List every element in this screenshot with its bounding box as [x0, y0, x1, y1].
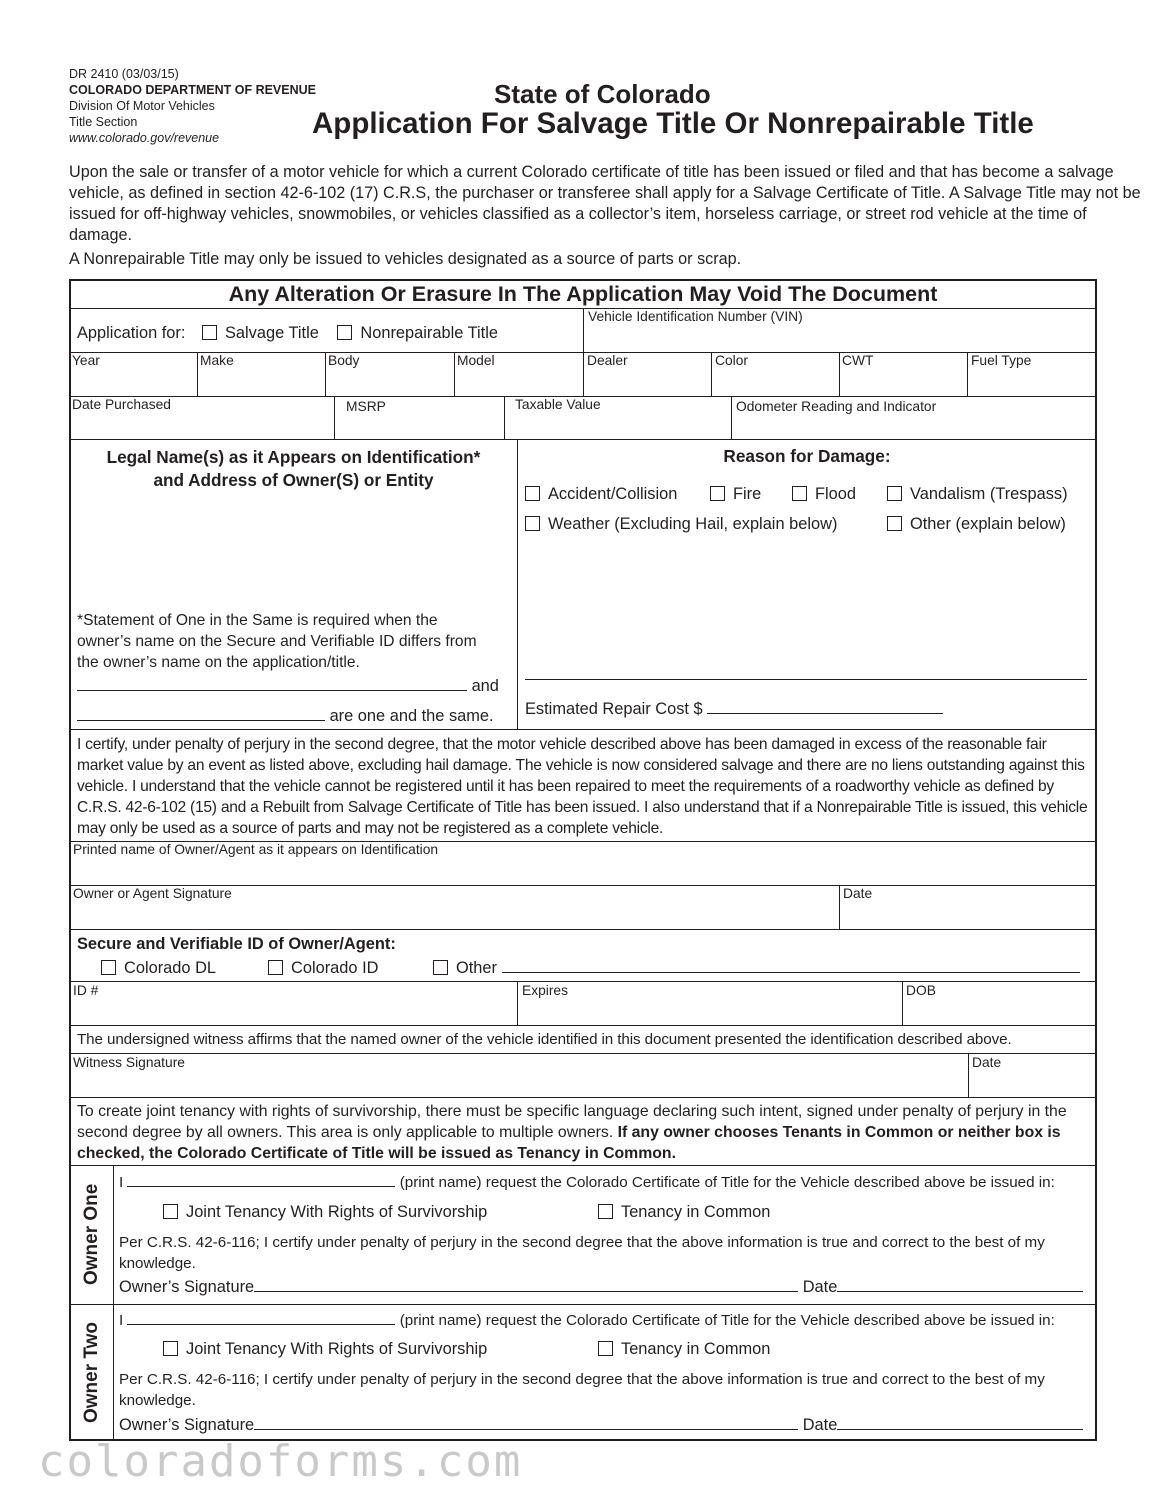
- secure-id-heading: Secure and Verifiable ID of Owner/Agent:: [77, 935, 396, 953]
- dob-field[interactable]: DOB: [906, 983, 936, 998]
- legal-name-heading: Legal Name(s) as it Appears on Identification* and Address of Owner(S) or Entity: [106, 447, 481, 490]
- nonrepairable-title-option[interactable]: Nonrepairable Title: [337, 324, 498, 342]
- cwt-field[interactable]: CWT: [842, 353, 874, 368]
- dealer-field[interactable]: Dealer: [587, 353, 628, 368]
- id-other[interactable]: Other: [433, 959, 1080, 978]
- owner-two-joint-tenancy[interactable]: Joint Tenancy With Rights of Survivorship: [163, 1340, 487, 1359]
- certification-text: I certify, under penalty of perjury in the second degree, that the motor vehicle described above has been damaged in excess of the reasonable fair market value by an event as listed above, excluding hail damage. The vehicle is now considered salvage and there are no liens outstanding against this vehicle. I understand that the vehicle cannot be registered until it has been repaired to meet the requirements of a roadworthy vehicle as defined by C.R.S. 42-6-102 (15) and a Rebuilt from Salvage Certificate of Title has been issued. I also understand that if a Nonrepairable Title is issued, this vehicle may only be used as a source of parts and may not be registered as a complete vehicle.: [77, 736, 1088, 837]
- owner-two-certification: Per C.R.S. 42-6-116; I certify under penalty of perjury in the second degree that the above information is true and correct to the best of my knowledge.: [119, 1371, 1045, 1409]
- state-title: State of Colorado: [494, 79, 711, 109]
- fire-checkbox[interactable]: [710, 486, 725, 501]
- owner-one-signature[interactable]: Owner’s Signature Date: [119, 1278, 1083, 1297]
- id-expires-field[interactable]: Expires: [522, 983, 569, 998]
- intro-paragraph-1: Upon the sale or transfer of a motor vehicle for which a current Colorado certificate of title has been issued or filed and that has become a salvage vehicle, as defined in section 42-6-102 (17) C.R.S, the purchaser or transferee shall apply for a Salvage Certificate of Title. A Salvage Title may not be issued for off-highway vehicles, snowmobiles, or vehicles classified as a collector’s item, horseless carriage, or street rod vehicle at the time of damage.: [69, 163, 1141, 244]
- estimated-repair-cost-field[interactable]: Estimated Repair Cost $: [525, 700, 943, 719]
- nonrepairable-title-checkbox[interactable]: [337, 325, 352, 340]
- colorado-id-checkbox[interactable]: [268, 960, 283, 975]
- reason-weather[interactable]: Weather (Excluding Hail, explain below): [525, 515, 837, 534]
- msrp-field[interactable]: MSRP: [346, 399, 386, 414]
- joint-tenancy-instructions: To create joint tenancy with rights of survivorship, there must be specific language declaring such intent, signed under penalty of perjury in the second degree by all owners. This area is only applicable to multiple owners. If any owner chooses Tenants in Common or neither box is checked, the Colorado Certificate of Title will be issued as Tenancy in Common.: [77, 1103, 1067, 1162]
- date-purchased-field[interactable]: Date Purchased: [72, 397, 171, 412]
- owner-one-joint-checkbox[interactable]: [163, 1204, 178, 1219]
- year-field[interactable]: Year: [72, 353, 100, 368]
- reason-other[interactable]: Other (explain below): [887, 515, 1066, 534]
- name-line-1[interactable]: and: [77, 677, 499, 696]
- intro-paragraph-2: A Nonrepairable Title may only be issued to vehicles designated as a source of parts or scrap.: [69, 250, 742, 268]
- owner-two-common-checkbox[interactable]: [598, 1341, 613, 1356]
- owner-two-signature[interactable]: Owner’s Signature Date: [119, 1416, 1083, 1435]
- site-watermark: coloradoforms.com: [38, 1436, 523, 1487]
- id-colorado-dl[interactable]: Colorado DL: [101, 959, 216, 978]
- owner-one-common-checkbox[interactable]: [598, 1204, 613, 1219]
- owner-two-label: Owner Two: [81, 1322, 102, 1423]
- reason-vandalism[interactable]: Vandalism (Trespass): [887, 485, 1068, 504]
- reason-for-damage-heading: Reason for Damage:: [723, 446, 891, 466]
- reason-fire[interactable]: Fire: [710, 485, 761, 504]
- model-field[interactable]: Model: [457, 353, 495, 368]
- taxable-value-field[interactable]: Taxable Value: [515, 397, 601, 412]
- owner-signature-date[interactable]: Date: [843, 886, 873, 901]
- make-field[interactable]: Make: [200, 353, 234, 368]
- form-header-info: [69, 66, 316, 146]
- explain-line[interactable]: [525, 679, 1087, 680]
- other-id-checkbox[interactable]: [433, 960, 448, 975]
- application-for-label: Application for: Salvage Title Nonrepairable Title: [77, 324, 498, 342]
- website-link[interactable]: www.colorado.gov/revenue: [69, 131, 220, 145]
- witness-date-field[interactable]: Date: [972, 1055, 1002, 1070]
- division-name: Division Of Motor Vehicles: [69, 99, 215, 113]
- flood-checkbox[interactable]: [792, 486, 807, 501]
- vandalism-checkbox[interactable]: [887, 486, 902, 501]
- owner-one-joint-tenancy[interactable]: Joint Tenancy With Rights of Survivorship: [163, 1203, 487, 1222]
- odometer-field[interactable]: Odometer Reading and Indicator: [736, 399, 937, 414]
- id-number-field[interactable]: ID #: [73, 983, 99, 998]
- owner-one-tenancy-common[interactable]: Tenancy in Common: [598, 1203, 770, 1222]
- section-name: Title Section: [69, 115, 138, 129]
- fuel-type-field[interactable]: Fuel Type: [971, 353, 1032, 368]
- colorado-dl-checkbox[interactable]: [101, 960, 116, 975]
- printed-name-field[interactable]: Printed name of Owner/Agent as it appears on Identification: [73, 842, 439, 857]
- reason-flood[interactable]: Flood: [792, 485, 856, 504]
- owner-two-tenancy-common[interactable]: Tenancy in Common: [598, 1340, 770, 1359]
- salvage-title-option[interactable]: Salvage Title: [202, 324, 319, 342]
- department-name: COLORADO DEPARTMENT OF REVENUE: [69, 83, 316, 97]
- body-field[interactable]: Body: [328, 353, 360, 368]
- witness-signature-field[interactable]: Witness Signature: [73, 1055, 185, 1070]
- other-checkbox[interactable]: [887, 516, 902, 531]
- owner-one-certification: Per C.R.S. 42-6-116; I certify under penalty of perjury in the second degree that the above information is true and correct to the best of my knowledge.: [119, 1234, 1045, 1272]
- weather-checkbox[interactable]: [525, 516, 540, 531]
- page-title: Application For Salvage Title Or Nonrepairable Title: [312, 107, 1034, 140]
- statement-of-one-note: *Statement of One in the Same is required when the owner’s name on the Secure and Verifiable ID differs from the owner’s name on the application/title.: [77, 612, 477, 671]
- owner-signature-field[interactable]: Owner or Agent Signature: [73, 886, 232, 901]
- salvage-title-checkbox[interactable]: [202, 325, 217, 340]
- name-line-2[interactable]: are one and the same.: [77, 707, 494, 726]
- vin-field[interactable]: Vehicle Identification Number (VIN): [588, 309, 803, 324]
- reason-accident[interactable]: Accident/Collision: [525, 485, 677, 504]
- accident-checkbox[interactable]: [525, 486, 540, 501]
- witness-affirmation: The undersigned witness affirms that the named owner of the vehicle identified in this document presented the identification described above.: [77, 1031, 1012, 1048]
- owner-two-joint-checkbox[interactable]: [163, 1341, 178, 1356]
- alteration-warning: Any Alteration Or Erasure In The Application May Void The Document: [228, 282, 938, 306]
- owner-two-print-name[interactable]: I (print name) request the Colorado Certificate of Title for the Vehicle described above be issued in:: [119, 1312, 1055, 1329]
- color-field[interactable]: Color: [715, 353, 748, 368]
- id-colorado-id[interactable]: Colorado ID: [268, 959, 378, 978]
- owner-one-print-name[interactable]: I (print name) request the Colorado Certificate of Title for the Vehicle described above be issued in:: [119, 1174, 1055, 1191]
- owner-one-label: Owner One: [81, 1183, 102, 1285]
- form-number: DR 2410 (03/03/15): [69, 67, 179, 81]
